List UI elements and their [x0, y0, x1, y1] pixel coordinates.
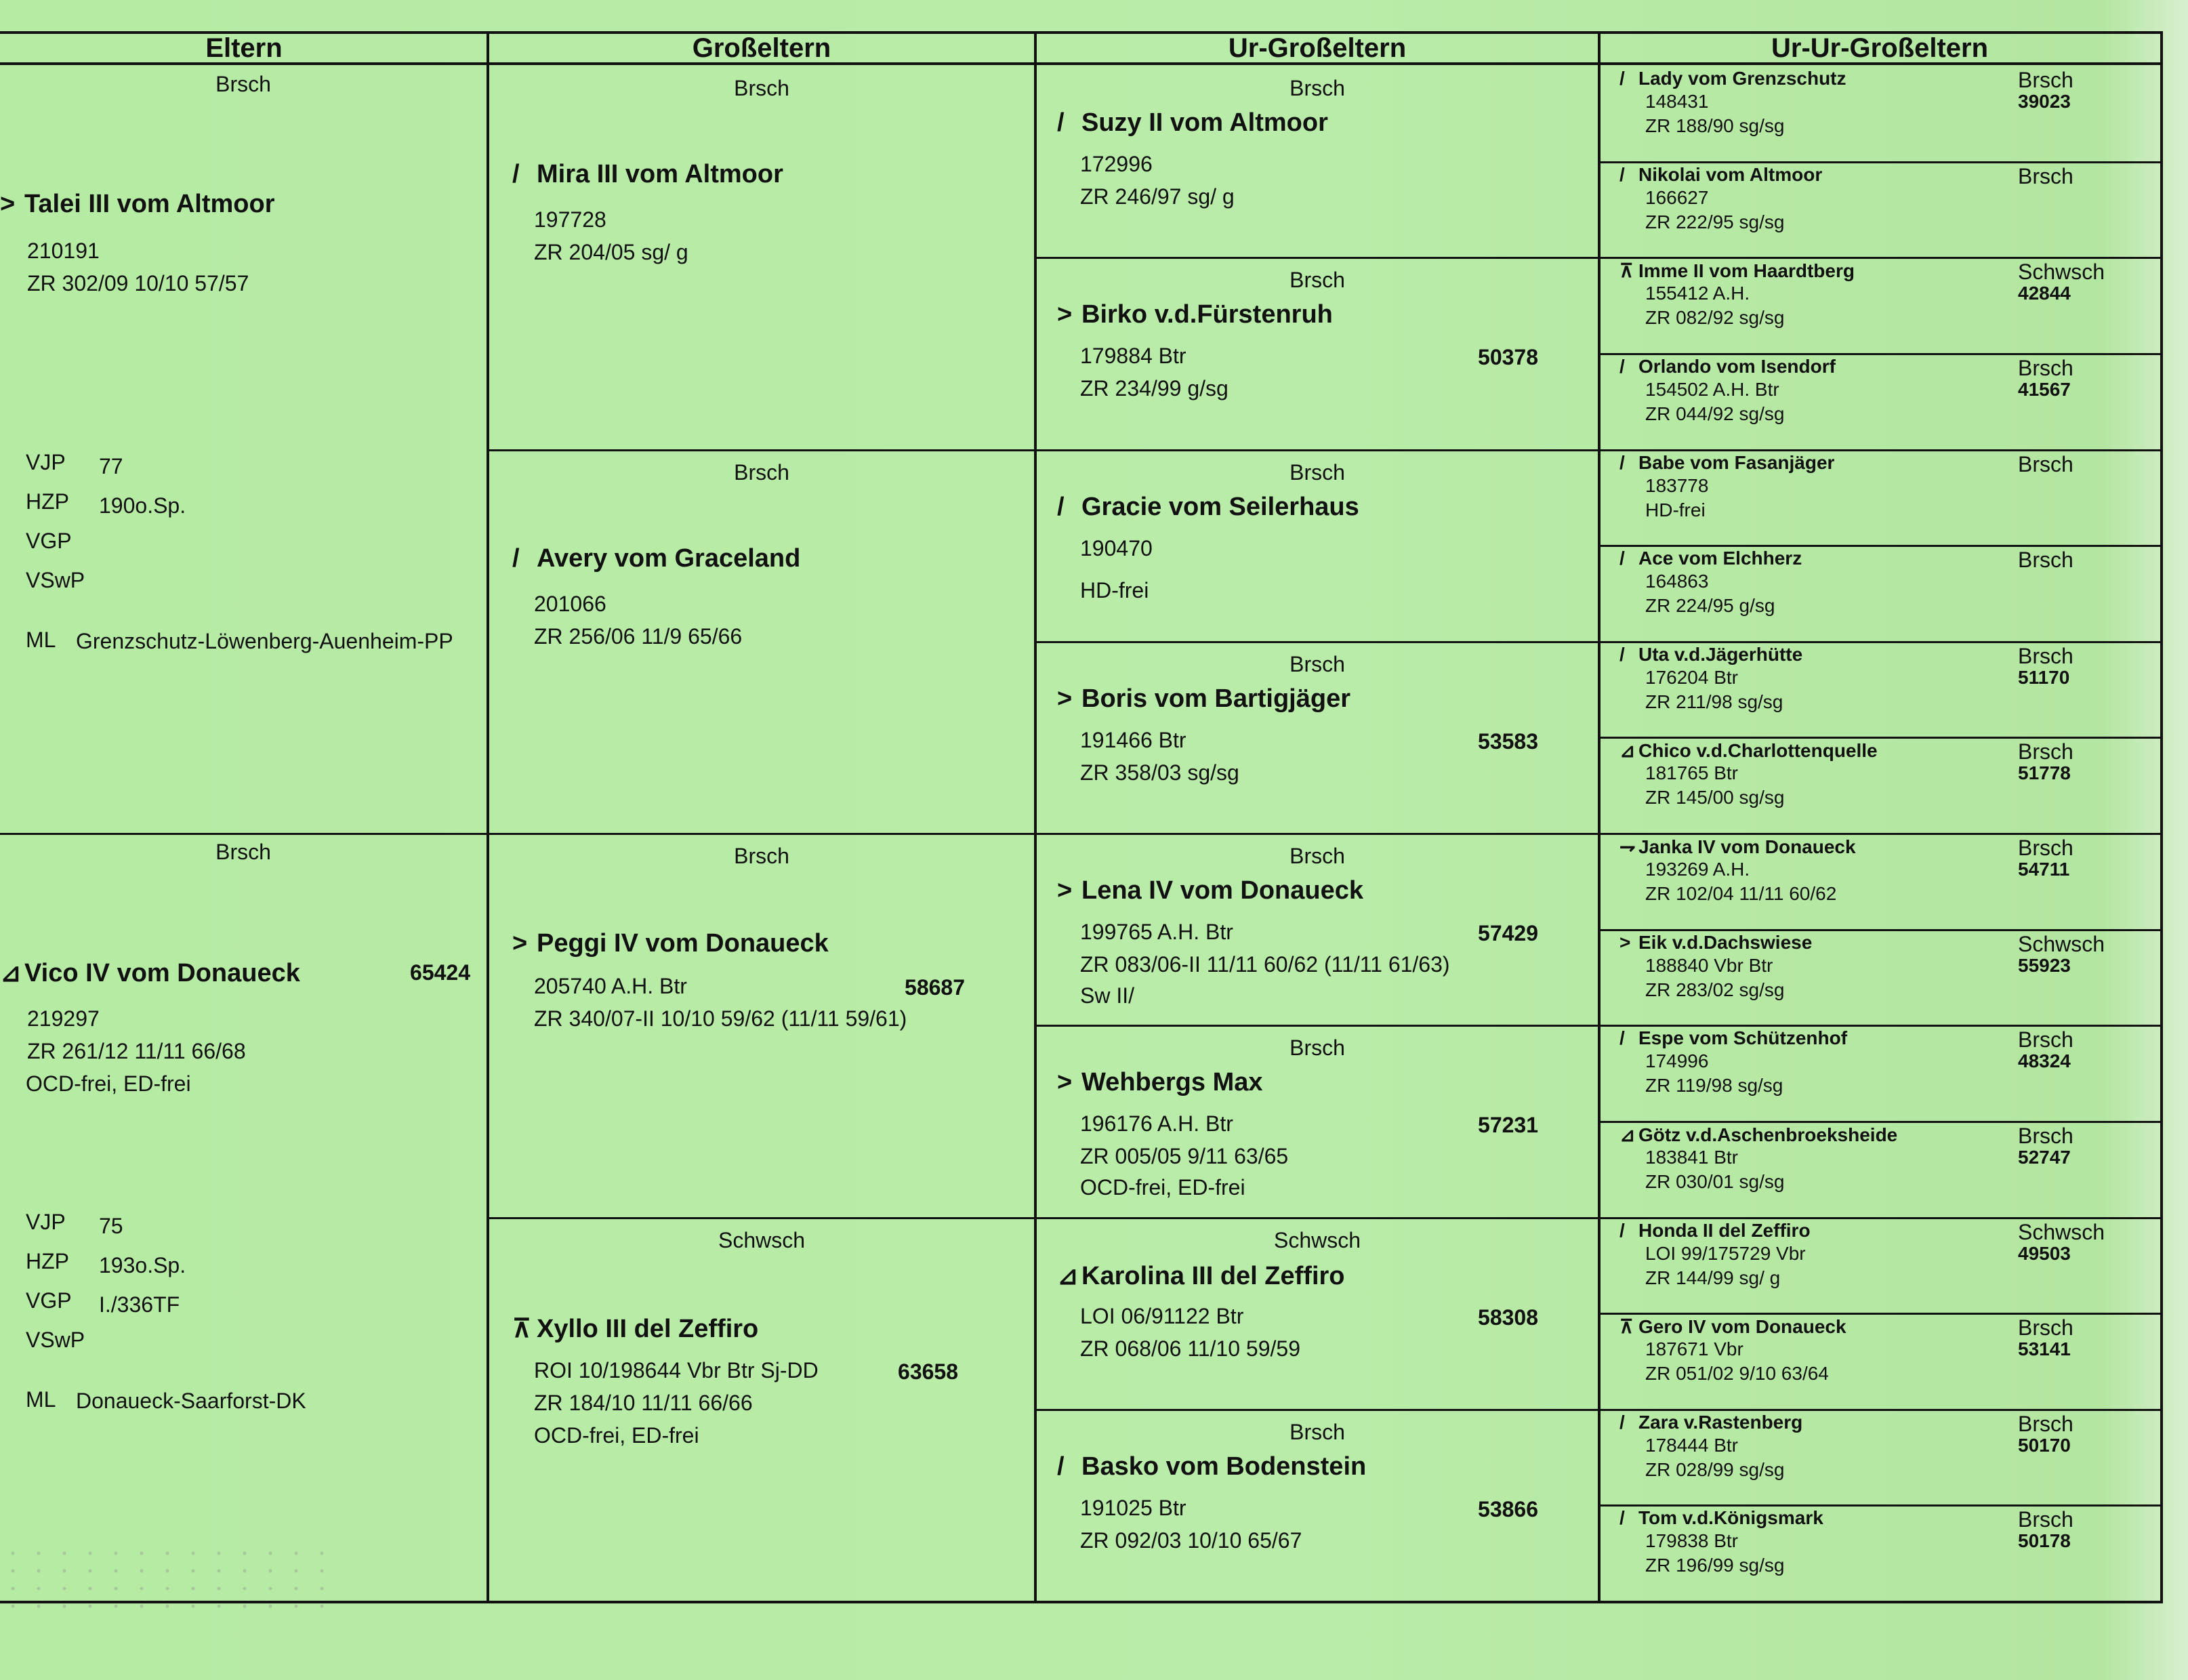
coat-color: Brsch	[1289, 268, 1345, 293]
zb-number: 57231	[1478, 1113, 1538, 1138]
ml-value: Donaueck-Saarforst-DK	[76, 1389, 306, 1413]
dog-name	[1619, 164, 1822, 186]
great-grandparent-cell	[1037, 833, 1598, 1025]
registration-number: 199765 A.H. Btr	[1080, 920, 1233, 944]
parent-cell	[0, 65, 487, 833]
registration-number: 179838 Btr	[1645, 1530, 1738, 1552]
dog-name-text: Janka IV vom Donaueck	[1638, 836, 1856, 857]
dog-name	[0, 190, 275, 219]
coat-color: Brsch	[2018, 1507, 2073, 1532]
dog-name-text: Peggi IV vom Donaueck	[537, 929, 829, 958]
sex-marker-icon: /	[1619, 163, 1625, 185]
great-great-grandparent-cell	[1601, 545, 2160, 641]
dog-name-text: Babe vom Fasanjäger	[1638, 451, 1835, 473]
header-great-grandparents: Ur-Großeltern	[1035, 34, 1599, 65]
sex-marker-icon: /	[512, 544, 520, 573]
header-parents: Eltern	[0, 34, 488, 65]
sex-marker-icon: >	[0, 190, 16, 218]
breeding-record: ZR 222/95 sg/sg	[1645, 211, 1785, 232]
registration-number: 201066	[534, 591, 606, 616]
dog-name	[1619, 548, 1802, 569]
sex-marker-icon: ⊼	[1619, 260, 1634, 282]
sex-marker-icon: /	[1619, 451, 1625, 473]
coat-color: Brsch	[1289, 76, 1345, 100]
zb-number: 49503	[2018, 1242, 2071, 1264]
grandparent-cell	[489, 449, 1034, 834]
zb-number: 54711	[2018, 859, 2070, 880]
sex-marker-icon: /	[1619, 1027, 1625, 1049]
exam-result: 193o.Sp.	[99, 1253, 186, 1277]
exam-label: HZP	[26, 1249, 69, 1273]
registration-number: 181765 Btr	[1645, 762, 1738, 784]
sex-marker-icon: ⊼	[512, 1314, 531, 1343]
coat-color: Schwsch	[2018, 260, 2105, 285]
coat-color: Brsch	[2018, 643, 2073, 668]
registration-number: 183778	[1645, 474, 1709, 496]
dog-name	[1057, 108, 1328, 138]
great-great-grandparent-cell	[1601, 641, 2160, 737]
dog-name	[1057, 1261, 1345, 1291]
coat-color: Brsch	[734, 844, 789, 868]
breeding-record: ZR 083/06-II 11/11 60/62 (11/11 61/63)	[1080, 952, 1450, 977]
dog-name	[1619, 1507, 1823, 1529]
registration-number: 196176 A.H. Btr	[1080, 1111, 1233, 1136]
breeding-record: ZR 119/98 sg/sg	[1645, 1075, 1783, 1097]
dog-name-text: Gero IV vom Donaueck	[1638, 1316, 1846, 1338]
great-great-grandparent-cell	[1601, 257, 2160, 353]
registration-number: 183841 Btr	[1645, 1146, 1738, 1168]
dog-name	[1619, 1220, 1811, 1242]
great-great-grandparent-cell	[1601, 1025, 2160, 1121]
great-great-grandparent-cell	[1601, 65, 2160, 161]
dog-name	[1619, 836, 1856, 858]
sex-marker-icon: /	[1057, 1452, 1065, 1481]
sex-marker-icon: /	[1619, 548, 1625, 569]
registration-number: 219297	[27, 1006, 100, 1031]
header-great-great-grandparents: Ur-Ur-Großeltern	[1599, 34, 2160, 65]
exam-label: VGP	[26, 529, 72, 553]
sex-marker-icon: /	[1619, 643, 1625, 665]
exam-label: VSwP	[26, 1328, 85, 1352]
dog-name	[1619, 932, 1812, 954]
zb-number: 50178	[2018, 1530, 2071, 1552]
zb-number: 63658	[898, 1359, 958, 1384]
sex-marker-icon: >	[1057, 876, 1073, 905]
coat-color: Brsch	[2018, 1027, 2073, 1052]
coat-color: Brsch	[1289, 459, 1345, 485]
dog-name	[512, 1313, 758, 1344]
great-great-grandparent-cell	[1601, 449, 2160, 546]
breeding-record: ZR 340/07-II 10/10 59/62 (11/11 59/61)	[534, 1006, 907, 1031]
registration-number: LOI 06/91122 Btr	[1080, 1303, 1244, 1328]
dog-name-text: Lena IV vom Donaueck	[1081, 876, 1364, 905]
registration-number: 191025 Btr	[1080, 1495, 1186, 1520]
zb-number: 50170	[2018, 1434, 2071, 1456]
breeding-record: ZR 246/97 sg/ g	[1080, 184, 1235, 209]
pedigree-table	[0, 31, 2163, 1603]
registration-number: 188840 Vbr Btr	[1645, 954, 1773, 976]
great-great-grandparent-cell	[1601, 833, 2160, 929]
breeding-record: ZR 184/10 11/11 66/66	[534, 1390, 753, 1415]
zb-number: 48324	[2018, 1050, 2071, 1072]
dog-name-text: Honda II del Zeffiro	[1638, 1219, 1811, 1241]
registration-number: 155412 A.H.	[1645, 283, 1750, 304]
dog-name-text: Birko v.d.Fürstenruh	[1081, 300, 1333, 329]
coat-color: Brsch	[215, 72, 271, 96]
breeding-record: ZR 358/03 sg/sg	[1080, 760, 1239, 785]
exam-result: 190o.Sp.	[99, 493, 186, 518]
dog-name-text: Xyllo III del Zeffiro	[537, 1314, 759, 1343]
coat-color: Brsch	[215, 840, 271, 864]
exam-label: VJP	[26, 1210, 66, 1234]
registration-number: 205740 A.H. Btr	[534, 974, 687, 998]
dog-name	[0, 958, 300, 988]
registration-number: 172996	[1080, 152, 1153, 176]
great-great-grandparent-cell	[1601, 161, 2160, 258]
parent-cell	[0, 833, 487, 1601]
zb-number: 51778	[2018, 762, 2071, 784]
sex-marker-icon: ⊿	[1057, 1261, 1079, 1290]
dog-name-text: Nikolai vom Altmoor	[1638, 163, 1823, 185]
coat-color: Brsch	[2018, 1315, 2073, 1340]
dog-name-text: Talei III vom Altmoor	[24, 190, 275, 218]
coat-color: Brsch	[1289, 844, 1345, 868]
registration-number: 190470	[1080, 535, 1153, 560]
coat-color: Brsch	[2018, 739, 2073, 764]
health-record: OCD-frei, ED-frei	[1080, 1175, 1245, 1200]
dog-name-text: Suzy II vom Altmoor	[1081, 108, 1328, 137]
dog-name	[512, 544, 800, 573]
dog-name-text: Gracie vom Seilerhaus	[1081, 492, 1359, 521]
dog-name	[512, 929, 829, 958]
sex-marker-icon: ⊿	[0, 959, 22, 987]
sex-marker-icon: /	[1619, 355, 1625, 377]
great-great-grandparent-cell	[1601, 1121, 2160, 1217]
sex-marker-icon: >	[1057, 684, 1073, 713]
great-great-grandparent-cell	[1601, 1504, 2160, 1601]
great-grandparent-cell	[1037, 257, 1598, 449]
dog-name	[1057, 300, 1333, 329]
breeding-record: ZR 256/06 11/9 65/66	[534, 623, 743, 649]
breeding-record: ZR 044/92 sg/sg	[1645, 403, 1785, 424]
zb-number: 65424	[410, 960, 470, 985]
zb-number: 57429	[1478, 921, 1538, 945]
dog-name	[1619, 452, 1834, 474]
great-grandparent-cell	[1037, 641, 1598, 833]
grandparent-cell	[489, 1217, 1034, 1601]
health-record: OCD-frei, ED-frei	[534, 1422, 699, 1448]
header-grandparents: Großeltern	[488, 34, 1035, 65]
dog-name	[1057, 876, 1363, 905]
registration-number: 166627	[1645, 186, 1709, 208]
dog-name-text: Eik v.d.Dachswiese	[1638, 931, 1813, 953]
dog-name-text: Vico IV vom Donaueck	[24, 959, 300, 987]
dog-name-text: Avery vom Graceland	[537, 544, 801, 573]
exam-result: I./336TF	[99, 1292, 180, 1317]
dog-name	[1057, 1452, 1366, 1481]
dog-name-text: Tom v.d.Königsmark	[1638, 1507, 1823, 1529]
breeding-record: ZR 051/02 9/10 63/64	[1645, 1363, 1829, 1385]
great-great-grandparent-cell	[1601, 353, 2160, 449]
dog-name-text: Uta v.d.Jägerhütte	[1638, 643, 1803, 665]
dog-name-text: Götz v.d.Aschenbroeksheide	[1638, 1124, 1898, 1145]
great-great-grandparent-cell	[1601, 737, 2160, 833]
sex-marker-icon: >	[1057, 300, 1073, 329]
dog-name	[1619, 260, 1855, 282]
exam-label: VSwP	[26, 568, 85, 592]
dog-name	[512, 160, 783, 189]
dog-name	[1619, 68, 1846, 89]
dog-name-text: Orlando vom Isendorf	[1638, 355, 1836, 377]
zb-number: 50378	[1478, 345, 1538, 370]
dog-name	[1057, 1068, 1262, 1097]
registration-number: 187671 Vbr	[1645, 1338, 1743, 1360]
breeding-record: ZR 302/09 10/10 57/57	[27, 271, 249, 295]
coat-color: Schwsch	[2018, 931, 2105, 956]
breeding-record: ZR 005/05 9/11 63/65	[1080, 1144, 1289, 1169]
dog-name	[1619, 739, 1878, 762]
zb-number: 53141	[2018, 1338, 2071, 1360]
coat-color: Brsch	[734, 76, 789, 100]
coat-color: Brsch	[1289, 1419, 1345, 1444]
breeding-record: HD-frei	[1645, 499, 1706, 520]
zb-number: 58687	[905, 975, 965, 1000]
registration-number: 154502 A.H. Btr	[1645, 378, 1779, 400]
ml-label: ML	[26, 628, 56, 652]
registration-number: 148431	[1645, 91, 1709, 112]
great-grandparent-cell	[1037, 449, 1598, 641]
dog-name	[1619, 644, 1802, 665]
health-record: HD-frei	[1080, 577, 1149, 602]
coat-color: Brsch	[2018, 68, 2073, 92]
zb-number: 39023	[2018, 91, 2071, 112]
breeding-record: ZR 144/99 sg/ g	[1645, 1267, 1781, 1288]
coat-color: Brsch	[2018, 1411, 2073, 1436]
sex-marker-icon: ⊼	[1619, 1316, 1634, 1338]
perforation-dots	[0, 1544, 339, 1619]
coat-color: Brsch	[2018, 548, 2073, 573]
sex-marker-icon: /	[512, 160, 520, 188]
sex-marker-icon: /	[1619, 1507, 1625, 1529]
zb-number: 51170	[2018, 666, 2070, 688]
ml-value: Grenzschutz-Löwenberg-Auenheim-PP	[76, 629, 453, 653]
sex-marker-icon: >	[512, 929, 528, 958]
sex-marker-icon: >	[1619, 931, 1631, 953]
great-great-grandparent-cell	[1601, 1313, 2160, 1409]
dog-name-text: Lady vom Grenzschutz	[1638, 68, 1846, 89]
coat-color: Brsch	[2018, 836, 2073, 860]
sex-marker-icon: /	[1619, 1411, 1625, 1433]
sex-marker-icon: /	[1619, 68, 1625, 89]
registration-number: 179884 Btr	[1080, 344, 1186, 369]
breeding-record: ZR 261/12 11/11 66/68	[27, 1039, 246, 1063]
coat-color: Brsch	[2018, 355, 2073, 380]
coat-color: Brsch	[2018, 451, 2073, 476]
coat-color: Brsch	[1289, 651, 1345, 676]
zb-number: 41567	[2018, 378, 2071, 400]
coat-color: Brsch	[2018, 1123, 2073, 1148]
sex-marker-icon: ⊿	[1619, 740, 1636, 762]
breeding-record: ZR 234/99 g/sg	[1080, 376, 1229, 401]
dog-name-text: Espe vom Schützenhof	[1638, 1027, 1848, 1049]
exam-label: VGP	[26, 1288, 72, 1313]
exam-label: VJP	[26, 450, 66, 474]
breeding-record: ZR 204/05 sg/ g	[534, 240, 688, 264]
great-grandparent-cell	[1037, 1217, 1598, 1409]
great-great-grandparent-cell	[1601, 1409, 2160, 1505]
sex-marker-icon: ⇁	[1619, 836, 1636, 857]
registration-number: 210191	[27, 239, 100, 263]
great-grandparent-cell	[1037, 65, 1598, 257]
exam-result: 77	[99, 454, 123, 478]
coat-color: Brsch	[1289, 1036, 1345, 1061]
registration-number: ROI 10/198644 Vbr Btr Sj-DD	[534, 1357, 819, 1382]
coat-color: Brsch	[2018, 163, 2073, 188]
zb-number: 42844	[2018, 283, 2071, 304]
dog-name	[1057, 493, 1359, 522]
sex-marker-icon: /	[1057, 492, 1065, 521]
dog-name-text: Karolina III del Zeffiro	[1081, 1261, 1345, 1290]
dog-name	[1619, 356, 1836, 377]
breeding-record: ZR 224/95 g/sg	[1645, 595, 1775, 617]
dog-name-text: Mira III vom Altmoor	[537, 160, 783, 188]
registration-number: LOI 99/175729 Vbr	[1645, 1242, 1806, 1264]
great-great-grandparent-cell	[1601, 1217, 2160, 1313]
breeding-record: ZR 196/99 sg/sg	[1645, 1555, 1785, 1576]
breeding-record: ZR 283/02 sg/sg	[1645, 979, 1785, 1000]
coat-color: Brsch	[734, 459, 789, 485]
breeding-record: ZR 145/00 sg/sg	[1645, 787, 1785, 808]
registration-number: 193269 A.H.	[1645, 859, 1750, 880]
zb-number: 58308	[1478, 1305, 1538, 1330]
health-record: Sw II/	[1080, 983, 1135, 1008]
breeding-record: ZR 102/04 11/11 60/62	[1645, 883, 1837, 904]
breeding-record: ZR 028/99 sg/sg	[1645, 1458, 1785, 1480]
registration-number: 178444 Btr	[1645, 1434, 1738, 1456]
row-divider	[0, 833, 487, 835]
sex-marker-icon: /	[1057, 108, 1065, 137]
great-grandparent-cell	[1037, 1025, 1598, 1216]
dog-name-text: Basko vom Bodenstein	[1081, 1452, 1367, 1481]
great-grandparent-cell	[1037, 1409, 1598, 1601]
dog-name-text: Imme II vom Haardtberg	[1638, 260, 1855, 282]
coat-color: Schwsch	[718, 1227, 806, 1252]
dog-name	[1619, 1315, 1846, 1338]
sex-marker-icon: /	[1619, 1219, 1625, 1241]
sex-marker-icon: >	[1057, 1068, 1073, 1097]
zb-number: 55923	[2018, 954, 2071, 976]
sex-marker-icon: ⊿	[1619, 1124, 1636, 1145]
breeding-record: ZR 092/03 10/10 65/67	[1080, 1528, 1302, 1553]
dog-name-text: Wehbergs Max	[1081, 1068, 1263, 1097]
coat-color: Schwsch	[1273, 1227, 1361, 1252]
exam-result: 75	[99, 1214, 123, 1238]
breeding-record: ZR 082/92 sg/sg	[1645, 307, 1785, 329]
zb-number: 52747	[2018, 1146, 2071, 1168]
dog-name	[1057, 684, 1350, 714]
breeding-record: ZR 211/98 sg/sg	[1645, 691, 1783, 712]
dog-name-text: Chico v.d.Charlottenquelle	[1638, 740, 1878, 762]
dog-name-text: Zara v.Rastenberg	[1638, 1411, 1803, 1433]
ml-label: ML	[26, 1387, 56, 1412]
coat-color: Schwsch	[2018, 1219, 2105, 1244]
breeding-record: ZR 188/90 sg/sg	[1645, 115, 1785, 136]
registration-number: 197728	[534, 207, 606, 232]
breeding-record: ZR 068/06 11/10 59/59	[1080, 1336, 1300, 1361]
dog-name	[1619, 1027, 1847, 1049]
dog-name	[1619, 1124, 1897, 1146]
great-great-grandparent-cell	[1601, 929, 2160, 1025]
exam-label: HZP	[26, 489, 69, 514]
registration-number: 176204 Btr	[1645, 666, 1738, 688]
health-record: OCD-frei, ED-frei	[26, 1071, 191, 1096]
grandparent-cell	[489, 833, 1034, 1217]
registration-number: 191466 Btr	[1080, 727, 1186, 752]
dog-name	[1619, 1412, 1802, 1433]
zb-number: 53866	[1478, 1496, 1538, 1521]
registration-number: 164863	[1645, 571, 1709, 592]
zb-number: 53583	[1478, 729, 1538, 754]
dog-name-text: Boris vom Bartigjäger	[1081, 684, 1350, 713]
dog-name-text: Ace vom Elchherz	[1638, 548, 1802, 569]
registration-number: 174996	[1645, 1050, 1709, 1072]
grandparent-cell	[489, 65, 1034, 449]
breeding-record: ZR 030/01 sg/sg	[1645, 1170, 1785, 1192]
